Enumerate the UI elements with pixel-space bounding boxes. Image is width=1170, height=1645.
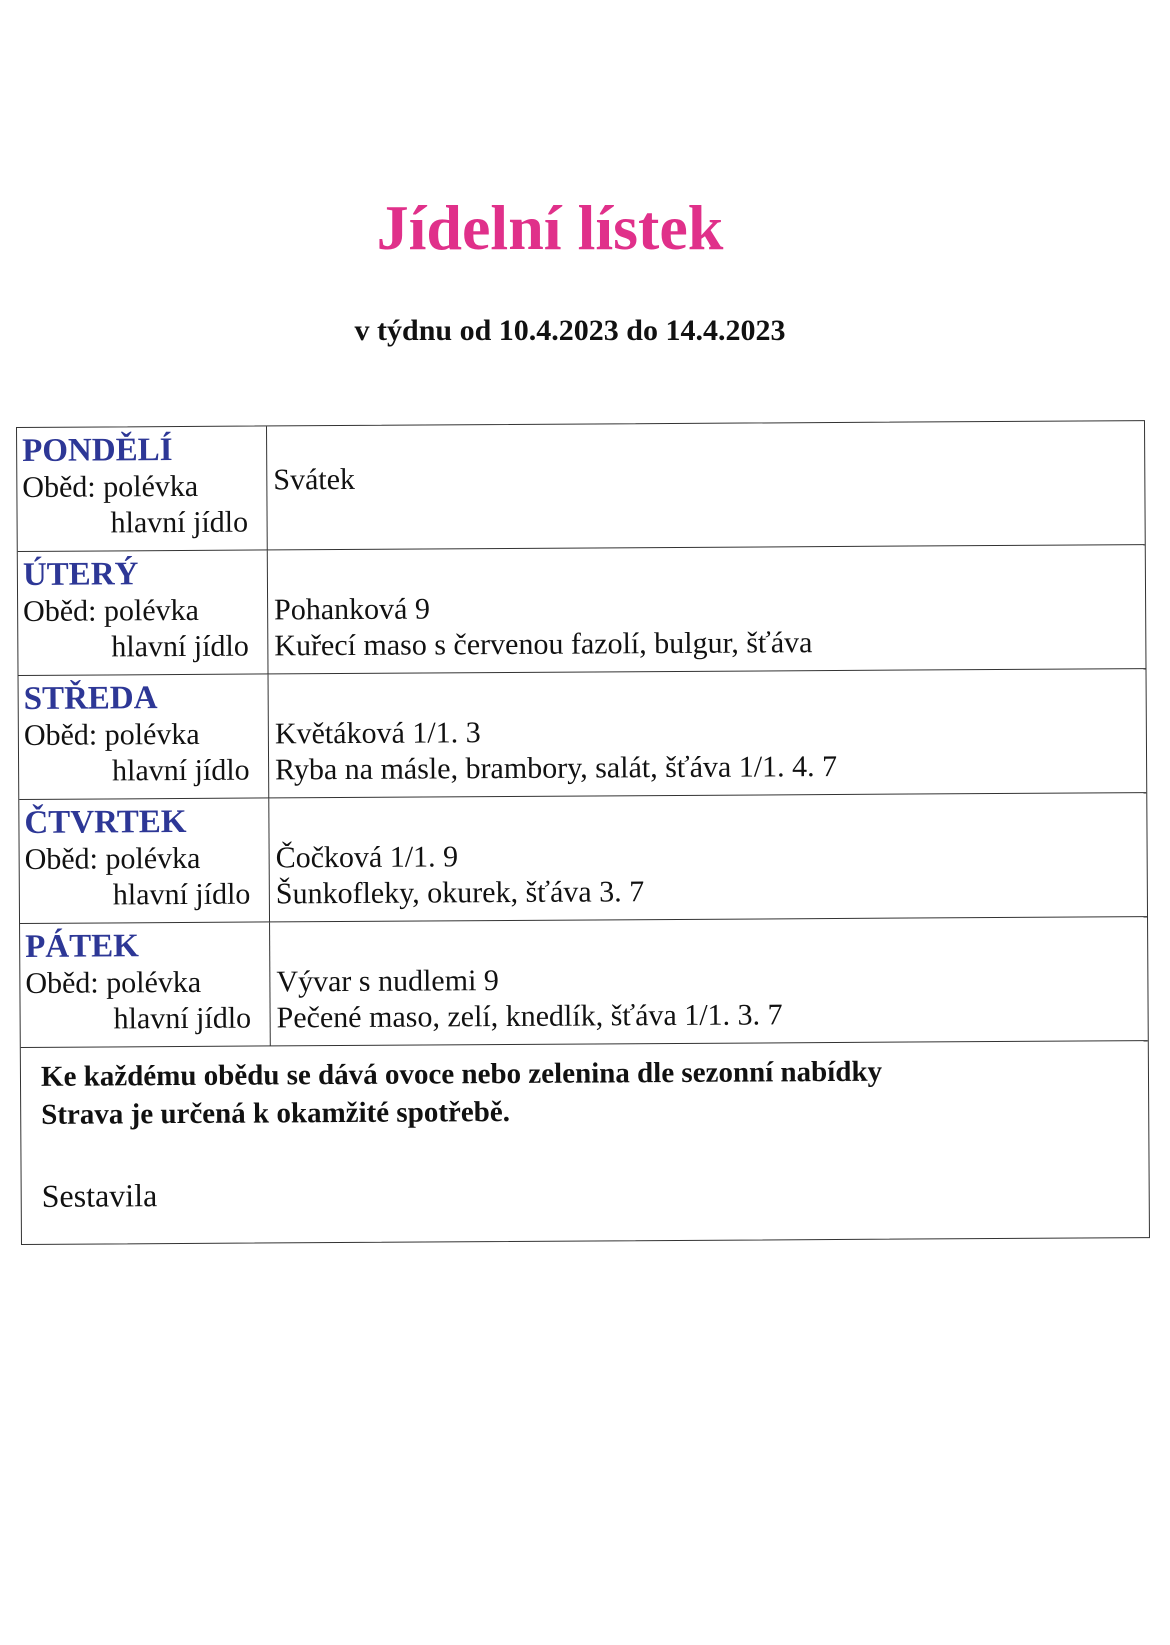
- day-meal-cell: [267, 421, 1145, 549]
- main-dish-label: hlavní jídlo: [110, 505, 249, 540]
- day-label-cell: [17, 426, 268, 551]
- main-dish-label: hlavní jídlo: [113, 1001, 252, 1036]
- day-row-wednesday: [19, 669, 1147, 800]
- soup-label: Oběd: polévka: [24, 841, 201, 876]
- day-name: STŘEDA: [23, 680, 158, 717]
- main-dish-value: Šunkofleky, okurek, šťáva 3. 7: [275, 875, 645, 911]
- day-name: ČTVRTEK: [24, 803, 187, 841]
- day-row-tuesday: [18, 545, 1146, 676]
- main-dish-value: Ryba na másle, brambory, salát, šťáva 1/1. 4. 7: [274, 749, 838, 787]
- main-dish-label: hlavní jídlo: [111, 629, 249, 664]
- day-row-monday: [17, 421, 1145, 552]
- signature-label: Sestavila: [41, 1177, 158, 1214]
- day-meal-cell: [269, 669, 1147, 797]
- soup-value: Vývar s nudlemi 9: [276, 964, 499, 999]
- day-label-cell: [19, 674, 270, 799]
- main-dish-value: Kuřecí maso s červenou fazolí, bulgur, šťáva: [274, 626, 813, 663]
- soup-label: Oběd: polévka: [23, 717, 200, 752]
- day-row-thursday: [19, 793, 1147, 924]
- day-meal-cell: [269, 793, 1147, 921]
- soup-value: Čočková 1/1. 9: [275, 840, 459, 875]
- page-title: Jídelní lístek: [376, 192, 724, 263]
- soup-value: Květáková 1/1. 3: [274, 716, 481, 751]
- day-label-cell: [20, 922, 271, 1047]
- day-name: ÚTERÝ: [22, 556, 139, 593]
- day-row-friday: [20, 917, 1148, 1048]
- day-label-cell: [19, 798, 270, 923]
- day-label-cell: [18, 550, 269, 675]
- consumption-note: Strava je určená k okamžité spotřebě.: [41, 1095, 511, 1131]
- week-range-subtitle: v týdnu od 10.4.2023 do 14.4.2023: [354, 314, 786, 347]
- menu-footer: [21, 1041, 1149, 1244]
- menu-table: [16, 420, 1150, 1245]
- main-dish-value: Pečené maso, zelí, knedlík, šťáva 1/1. 3. 7: [276, 998, 783, 1035]
- day-name: PONDĚLÍ: [22, 432, 173, 469]
- soup-value: Svátek: [273, 462, 356, 497]
- main-dish-label: hlavní jídlo: [112, 753, 250, 788]
- day-meal-cell: [268, 545, 1146, 673]
- soup-value: Pohanková 9: [274, 592, 431, 627]
- soup-label: Oběd: polévka: [25, 965, 202, 1000]
- fruit-note: Ke každému obědu se dává ovoce nebo zelenina dle sezonní nabídky: [40, 1055, 883, 1093]
- day-name: PÁTEK: [25, 928, 139, 965]
- day-meal-cell: [270, 917, 1148, 1045]
- soup-label: Oběd: polévka: [23, 593, 200, 628]
- soup-label: Oběd: polévka: [22, 469, 199, 504]
- main-dish-label: hlavní jídlo: [112, 877, 251, 912]
